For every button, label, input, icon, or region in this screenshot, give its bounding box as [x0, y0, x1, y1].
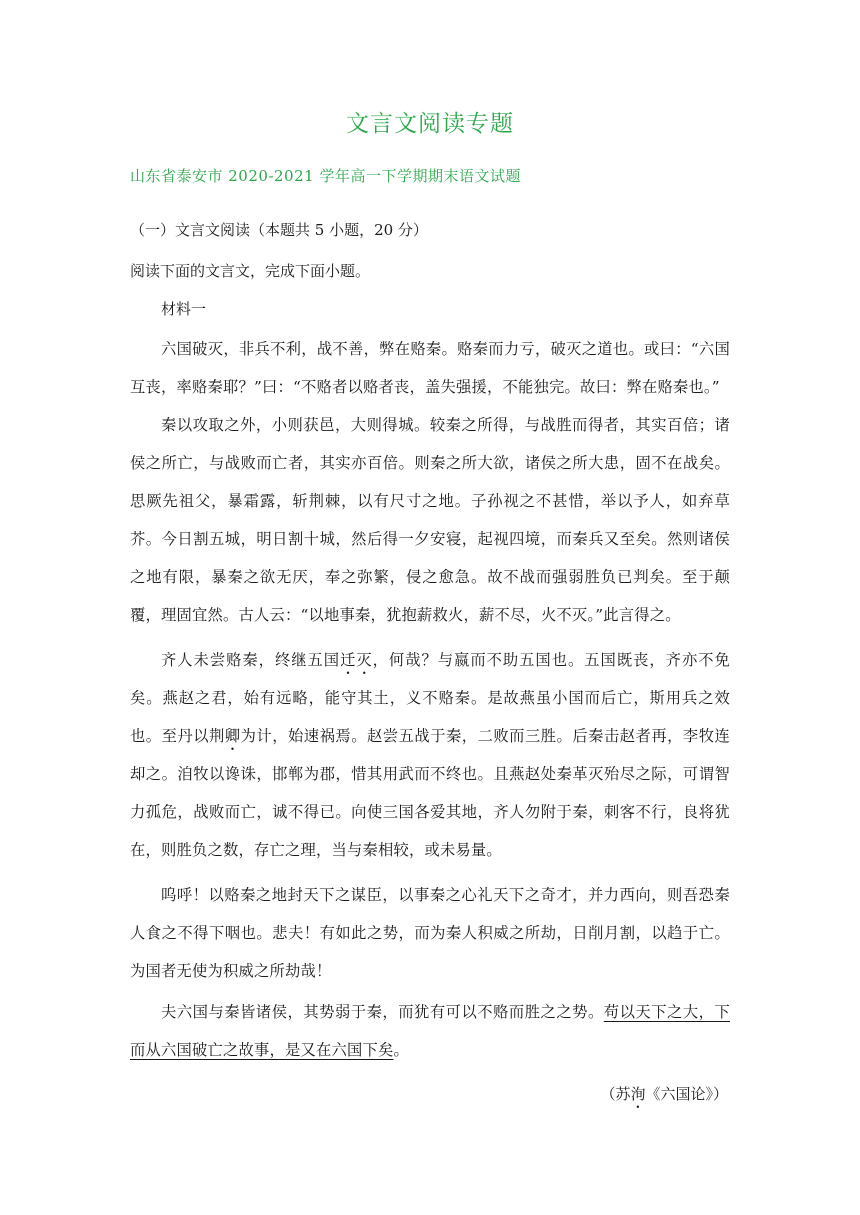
paragraph-5	[130, 993, 730, 1069]
paragraph-1: 六国破灭，非兵不利，战不善，弊在赂秦。赂秦而力亏，破灭之道也。或曰：“六国互丧，率赂秦耶？”曰：“不赂者以赂者丧，盖失强援，不能独完。故曰：弊在赂秦也。”	[130, 340, 730, 396]
emphasized-word-qianmie: 迁灭	[340, 651, 373, 669]
attribution-dotted-char: 洵	[630, 1085, 646, 1103]
instruction-text: 阅读下面的文言文，完成下面小题。	[130, 262, 371, 280]
paragraph-3	[130, 641, 730, 869]
material-label: 材料一	[161, 300, 207, 318]
underlined-sentence: 苟以天下之大，下而从六国破亡之故事，是又在六国下矣	[130, 1003, 730, 1059]
exam-source: 山东省泰安市 2020-2021 学年高一下学期期末语文试题	[130, 167, 521, 185]
source-attribution	[600, 1083, 728, 1112]
emphasized-word-qing: 卿	[224, 727, 241, 745]
attribution-close: 《六国论》）	[645, 1085, 728, 1103]
paragraph-5-text-c: 。	[393, 1041, 409, 1059]
paragraph-2: 秦以攻取之外，小则获邑，大则得城。较秦之所得，与战胜而得者，其实百倍；诸侯之所亡，与战败而亡者，其实亦百倍。则秦之所大欲，诸侯之所大患，固不在战矣。思厥先祖父，暴霜露，斩荆棘，以有尺寸之地。子孙视之不甚惜，举以予人，如弃草芥。今日割五城，明日割十城，然后得一夕安寝，起视四境，而秦兵又至矣。然则诸侯之地有限，暴秦之欲无厌，奉之弥繁，侵之愈急。故不战而强弱胜负已判矣。至于颠覆，理固宜然。古人云：“以地事秦，犹抱薪救火，薪不尽，火不灭。”此言得之。	[130, 416, 730, 624]
paragraph-4: 呜呼！以赂秦之地封天下之谋臣，以事秦之心礼天下之奇才，并力西向，则吾恐秦人食之不得下咽也。悲夫！有如此之势，而为秦人积威之所劫，日削月割，以趋于亡。为国者无使为积威之所劫哉！	[130, 886, 730, 980]
paragraph-3-text-c: ，何哉？与嬴而不助五国也。五国既丧，齐亦不免矣。燕赵之君，始有远略，能守其土，义不赂秦。是故燕虽小国而后亡，斯用兵之效也。至丹以荆	[130, 651, 730, 745]
paragraph-3-text-e: 为计，始速祸焉。赵尝五战于秦，二败而三胜。后秦击赵者再，李牧连却之。洎牧以谗诛，邯郸为郡，惜其用武而不终也。且燕赵处秦革灭殆尽之际，可谓智力孤危，战败而亡，诚不得已。向使三国各爱其地，齐人勿附于秦，刺客不行，良将犹在，则胜负之数，存亡之理，当与秦相较，或未易量。	[130, 727, 731, 859]
paragraph-3-text-a: 齐人未尝赂秦，终继五国	[161, 651, 341, 669]
page-title: 文言文阅读专题	[346, 111, 514, 137]
paragraph-5-text-a: 夫六国与秦皆诸侯，其势弱于秦，而犹有可以不赂而胜之之势。	[161, 1003, 604, 1021]
section-heading: （一）文言文阅读（本题共 5 小题，20 分）	[130, 221, 428, 239]
attribution-open: （苏	[600, 1085, 631, 1103]
